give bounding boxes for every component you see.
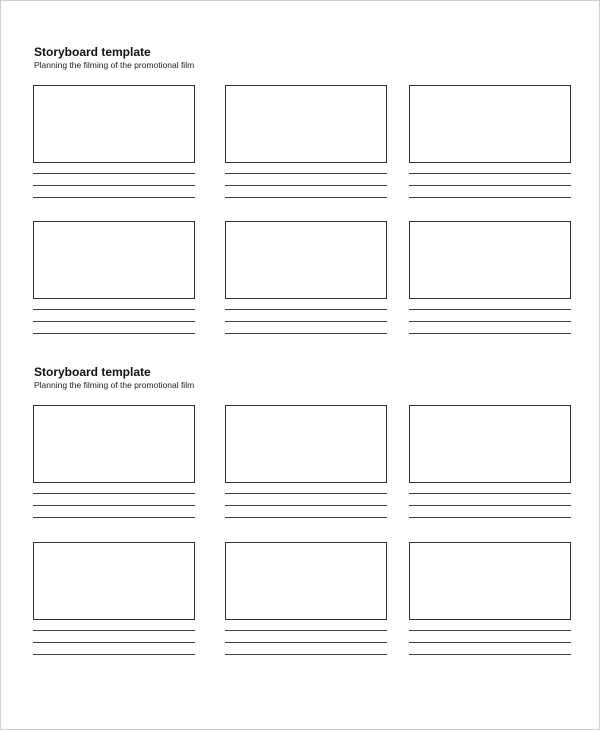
section-subtitle: Planning the filming of the promotional film <box>34 380 195 390</box>
caption-line[interactable] <box>33 197 195 198</box>
caption-line[interactable] <box>225 333 387 334</box>
caption-line[interactable] <box>409 309 571 310</box>
caption-line[interactable] <box>225 630 387 631</box>
sketch-frame[interactable] <box>409 542 571 620</box>
caption-line[interactable] <box>225 517 387 518</box>
caption-line[interactable] <box>409 321 571 322</box>
caption-line[interactable] <box>409 333 571 334</box>
caption-line[interactable] <box>225 197 387 198</box>
caption-line[interactable] <box>33 185 195 186</box>
sketch-frame[interactable] <box>409 405 571 483</box>
caption-line[interactable] <box>225 654 387 655</box>
caption-line[interactable] <box>33 493 195 494</box>
caption-line[interactable] <box>225 493 387 494</box>
caption-line[interactable] <box>409 505 571 506</box>
caption-line[interactable] <box>33 642 195 643</box>
sketch-frame[interactable] <box>33 221 195 299</box>
caption-line[interactable] <box>225 321 387 322</box>
sketch-frame[interactable] <box>33 405 195 483</box>
sketch-frame[interactable] <box>33 85 195 163</box>
caption-line[interactable] <box>225 309 387 310</box>
section-subtitle: Planning the filming of the promotional film <box>34 60 195 70</box>
caption-line[interactable] <box>33 309 195 310</box>
caption-line[interactable] <box>409 630 571 631</box>
sketch-frame[interactable] <box>225 85 387 163</box>
caption-line[interactable] <box>409 642 571 643</box>
caption-line[interactable] <box>409 654 571 655</box>
caption-line[interactable] <box>225 505 387 506</box>
caption-line[interactable] <box>33 654 195 655</box>
sketch-frame[interactable] <box>225 542 387 620</box>
caption-line[interactable] <box>33 321 195 322</box>
caption-line[interactable] <box>409 185 571 186</box>
caption-line[interactable] <box>409 197 571 198</box>
caption-line[interactable] <box>33 517 195 518</box>
sketch-frame[interactable] <box>409 221 571 299</box>
caption-line[interactable] <box>33 333 195 334</box>
caption-line[interactable] <box>33 173 195 174</box>
caption-line[interactable] <box>409 173 571 174</box>
caption-line[interactable] <box>225 173 387 174</box>
caption-line[interactable] <box>409 493 571 494</box>
caption-line[interactable] <box>409 517 571 518</box>
caption-line[interactable] <box>33 505 195 506</box>
section-title: Storyboard template <box>34 45 151 59</box>
caption-line[interactable] <box>225 185 387 186</box>
caption-line[interactable] <box>225 642 387 643</box>
sketch-frame[interactable] <box>225 221 387 299</box>
caption-line[interactable] <box>33 630 195 631</box>
sketch-frame[interactable] <box>33 542 195 620</box>
sketch-frame[interactable] <box>225 405 387 483</box>
section-title: Storyboard template <box>34 365 151 379</box>
sketch-frame[interactable] <box>409 85 571 163</box>
